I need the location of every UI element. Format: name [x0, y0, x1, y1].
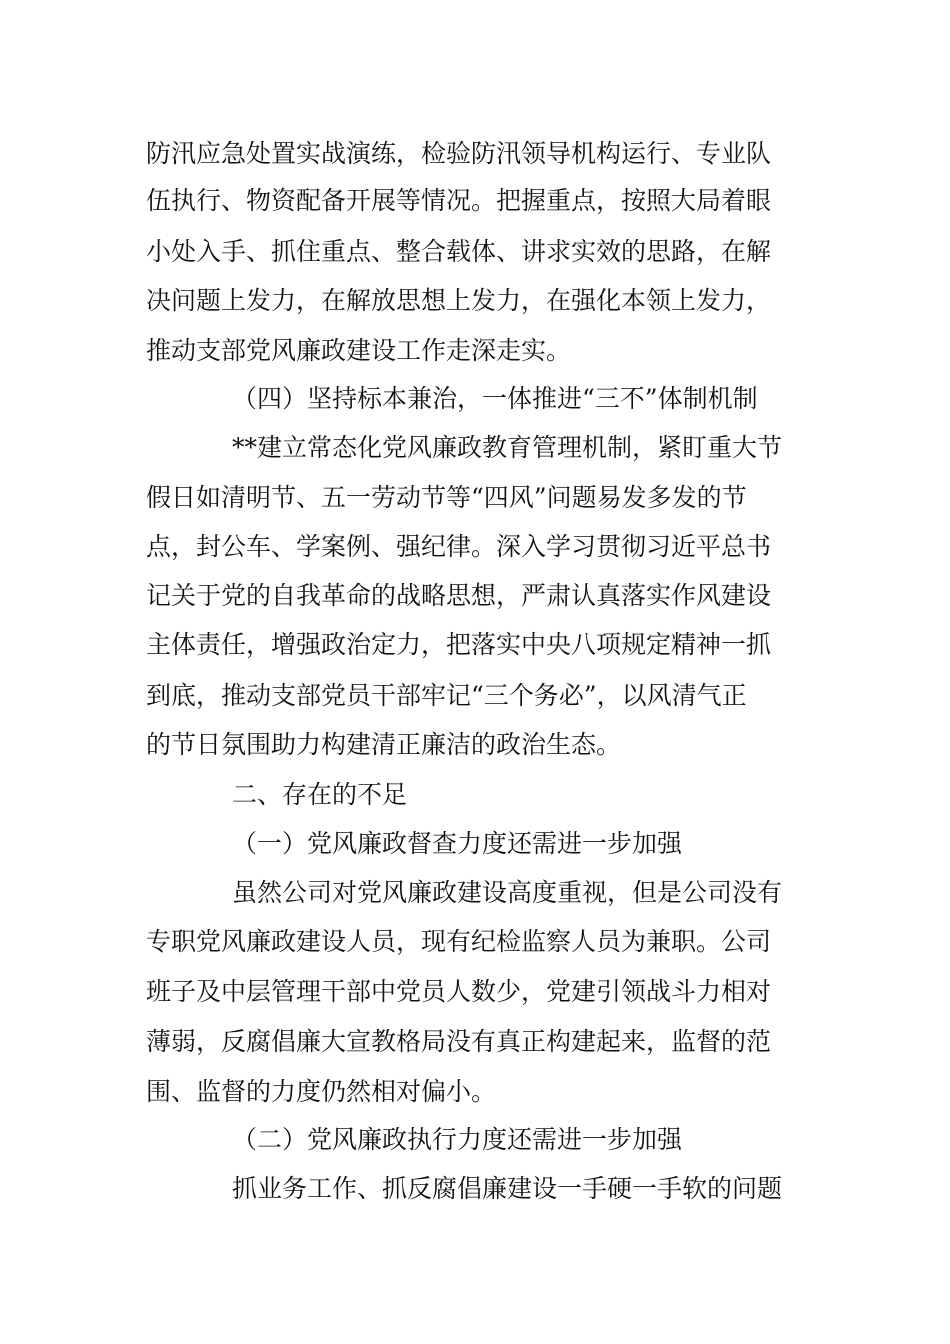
text-line: 班子及中层管理干部中党员人数少，党建引领战斗力相对	[146, 977, 772, 1006]
section-heading: 二、存在的不足	[232, 780, 408, 809]
text-line: 薄弱，反腐倡廉大宣教格局没有真正构建起来，监督的范	[146, 1027, 772, 1056]
text-line: 到底，推动支部党员干部牢记“三个务必”，以风清气正	[146, 681, 747, 710]
text-line: 抓业务工作、抓反腐倡廉建设一手硬一手软的问题	[232, 1174, 783, 1203]
section-heading: （二）党风廉政执行力度还需进一步加强	[232, 1125, 683, 1154]
text-line: 假日如清明节、五一劳动节等“四风”问题易发多发的节	[146, 483, 747, 512]
section-heading: （四）坚持标本兼治，一体推进“三不”体制机制	[232, 384, 758, 413]
text-line: 伍执行、物资配备开展等情况。把握重点，按照大局着眼	[146, 186, 772, 215]
section-heading: （一）党风廉政督查力度还需进一步加强	[232, 829, 683, 858]
text-line: 小处入手、抓住重点、整合载体、讲求实效的思路，在解	[146, 237, 772, 266]
text-line: 虽然公司对党风廉政建设高度重视，但是公司没有	[232, 878, 783, 907]
text-line: 专职党风廉政建设人员，现有纪检监察人员为兼职。公司	[146, 927, 772, 956]
text-line: **建立常态化党风廉政教育管理机制，紧盯重大节	[232, 433, 783, 462]
text-line: 的节日氛围助力构建清正廉洁的政治生态。	[146, 730, 622, 759]
text-line: 围、监督的力度仍然相对偏小。	[146, 1077, 497, 1106]
text-line: 防汛应急处置实战演练，检验防汛领导机构运行、专业队	[146, 139, 772, 168]
text-line: 记关于党的自我革命的战略思想，严肃认真落实作风建设	[146, 581, 772, 610]
text-line: 点，封公车、学案例、强纪律。深入学习贯彻习近平总书	[146, 532, 772, 561]
text-line: 决问题上发力，在解放思想上发力，在强化本领上发力，	[146, 286, 772, 315]
text-line: 推动支部党风廉政建设工作走深走实。	[146, 336, 572, 365]
text-line: 主体责任，增强政治定力，把落实中央八项规定精神一抓	[146, 630, 772, 659]
